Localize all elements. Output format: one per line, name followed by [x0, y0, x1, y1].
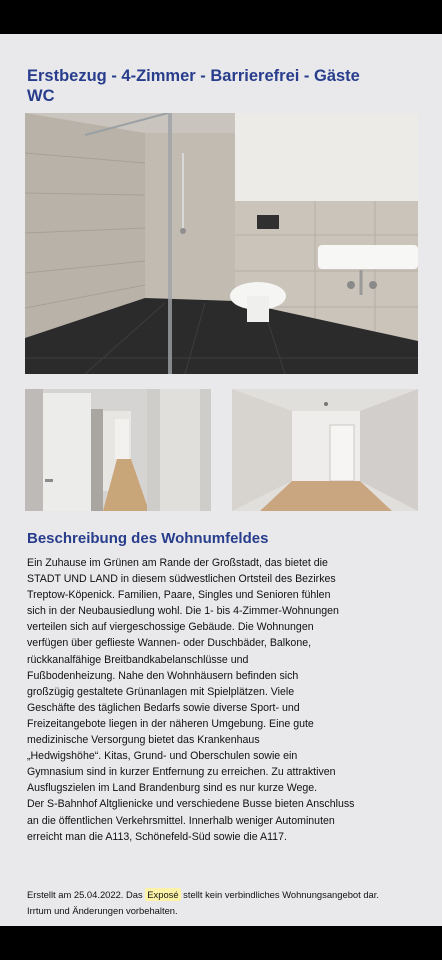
footer-text-line2: Irrtum und Änderungen vorbehalten.: [27, 905, 178, 916]
hallway-photo[interactable]: [25, 389, 211, 511]
bathroom-photo[interactable]: [25, 113, 418, 374]
description-text: Ein Zuhause im Grünen am Rande der Großstadt, das bietet die STADT UND LAND in diesem südwestlichen Ortsteil des Bezirkes Treptow-Köpenick. Familien, Paare, Singles und Senioren fühlen sich in der Neubausiedlung wohl. Die 1- bis 4-Zimmer-Wohnungen verteilen sich auf viergeschossige Gebäude. Die Wohnungen verfügen über geflieste Wannen- oder Duschbäder, Balkone, rückkanalfähige Breitbandkabelanschlüsse und Fußbodenheizung. Nahe den Wohnhäusern befinden sich großzügig gestaltete Grünanlagen mit Spielplätzen. Viele Geschäfte des täglichen Bedarfs sowie diverse Sport- und Freizeitangebote liegen in der näheren Umgebung. Eine gute medizinische Versorgung bietet das Krankenhaus „Hedwigshöhe“. Kitas, Grund- und Oberschulen sowie ein Gymnasium sind in kurzer Entfernung zu erreichen. Zu attraktiven Ausflugszielen im Land Brandenburg sind es nur kurze Wege. Der S-Bahnhof Altglienicke und verschiedene Busse bieten Anschluss an die öffentlichen Verkehrsmittel. Innerhalb weniger Autominuten erreicht man die A113, Schönefeld-Süd sowie die A117.: [27, 557, 355, 843]
expose-page: [0, 34, 442, 926]
footer-text-end: stellt kein verbindliches Wohnungsangebot dar.: [180, 889, 379, 900]
footer-text-start: Erstellt am 25.04.2022. Das: [27, 889, 146, 900]
listing-title: Erstbezug - 4-Zimmer - Barrierefrei - Gäste WC: [27, 67, 360, 105]
highlighted-word[interactable]: Exposé: [147, 889, 179, 900]
footer-disclaimer: [27, 887, 422, 919]
description-heading: Beschreibung des Wohnumfeldes: [27, 530, 269, 547]
corridor-photo[interactable]: [232, 389, 418, 511]
